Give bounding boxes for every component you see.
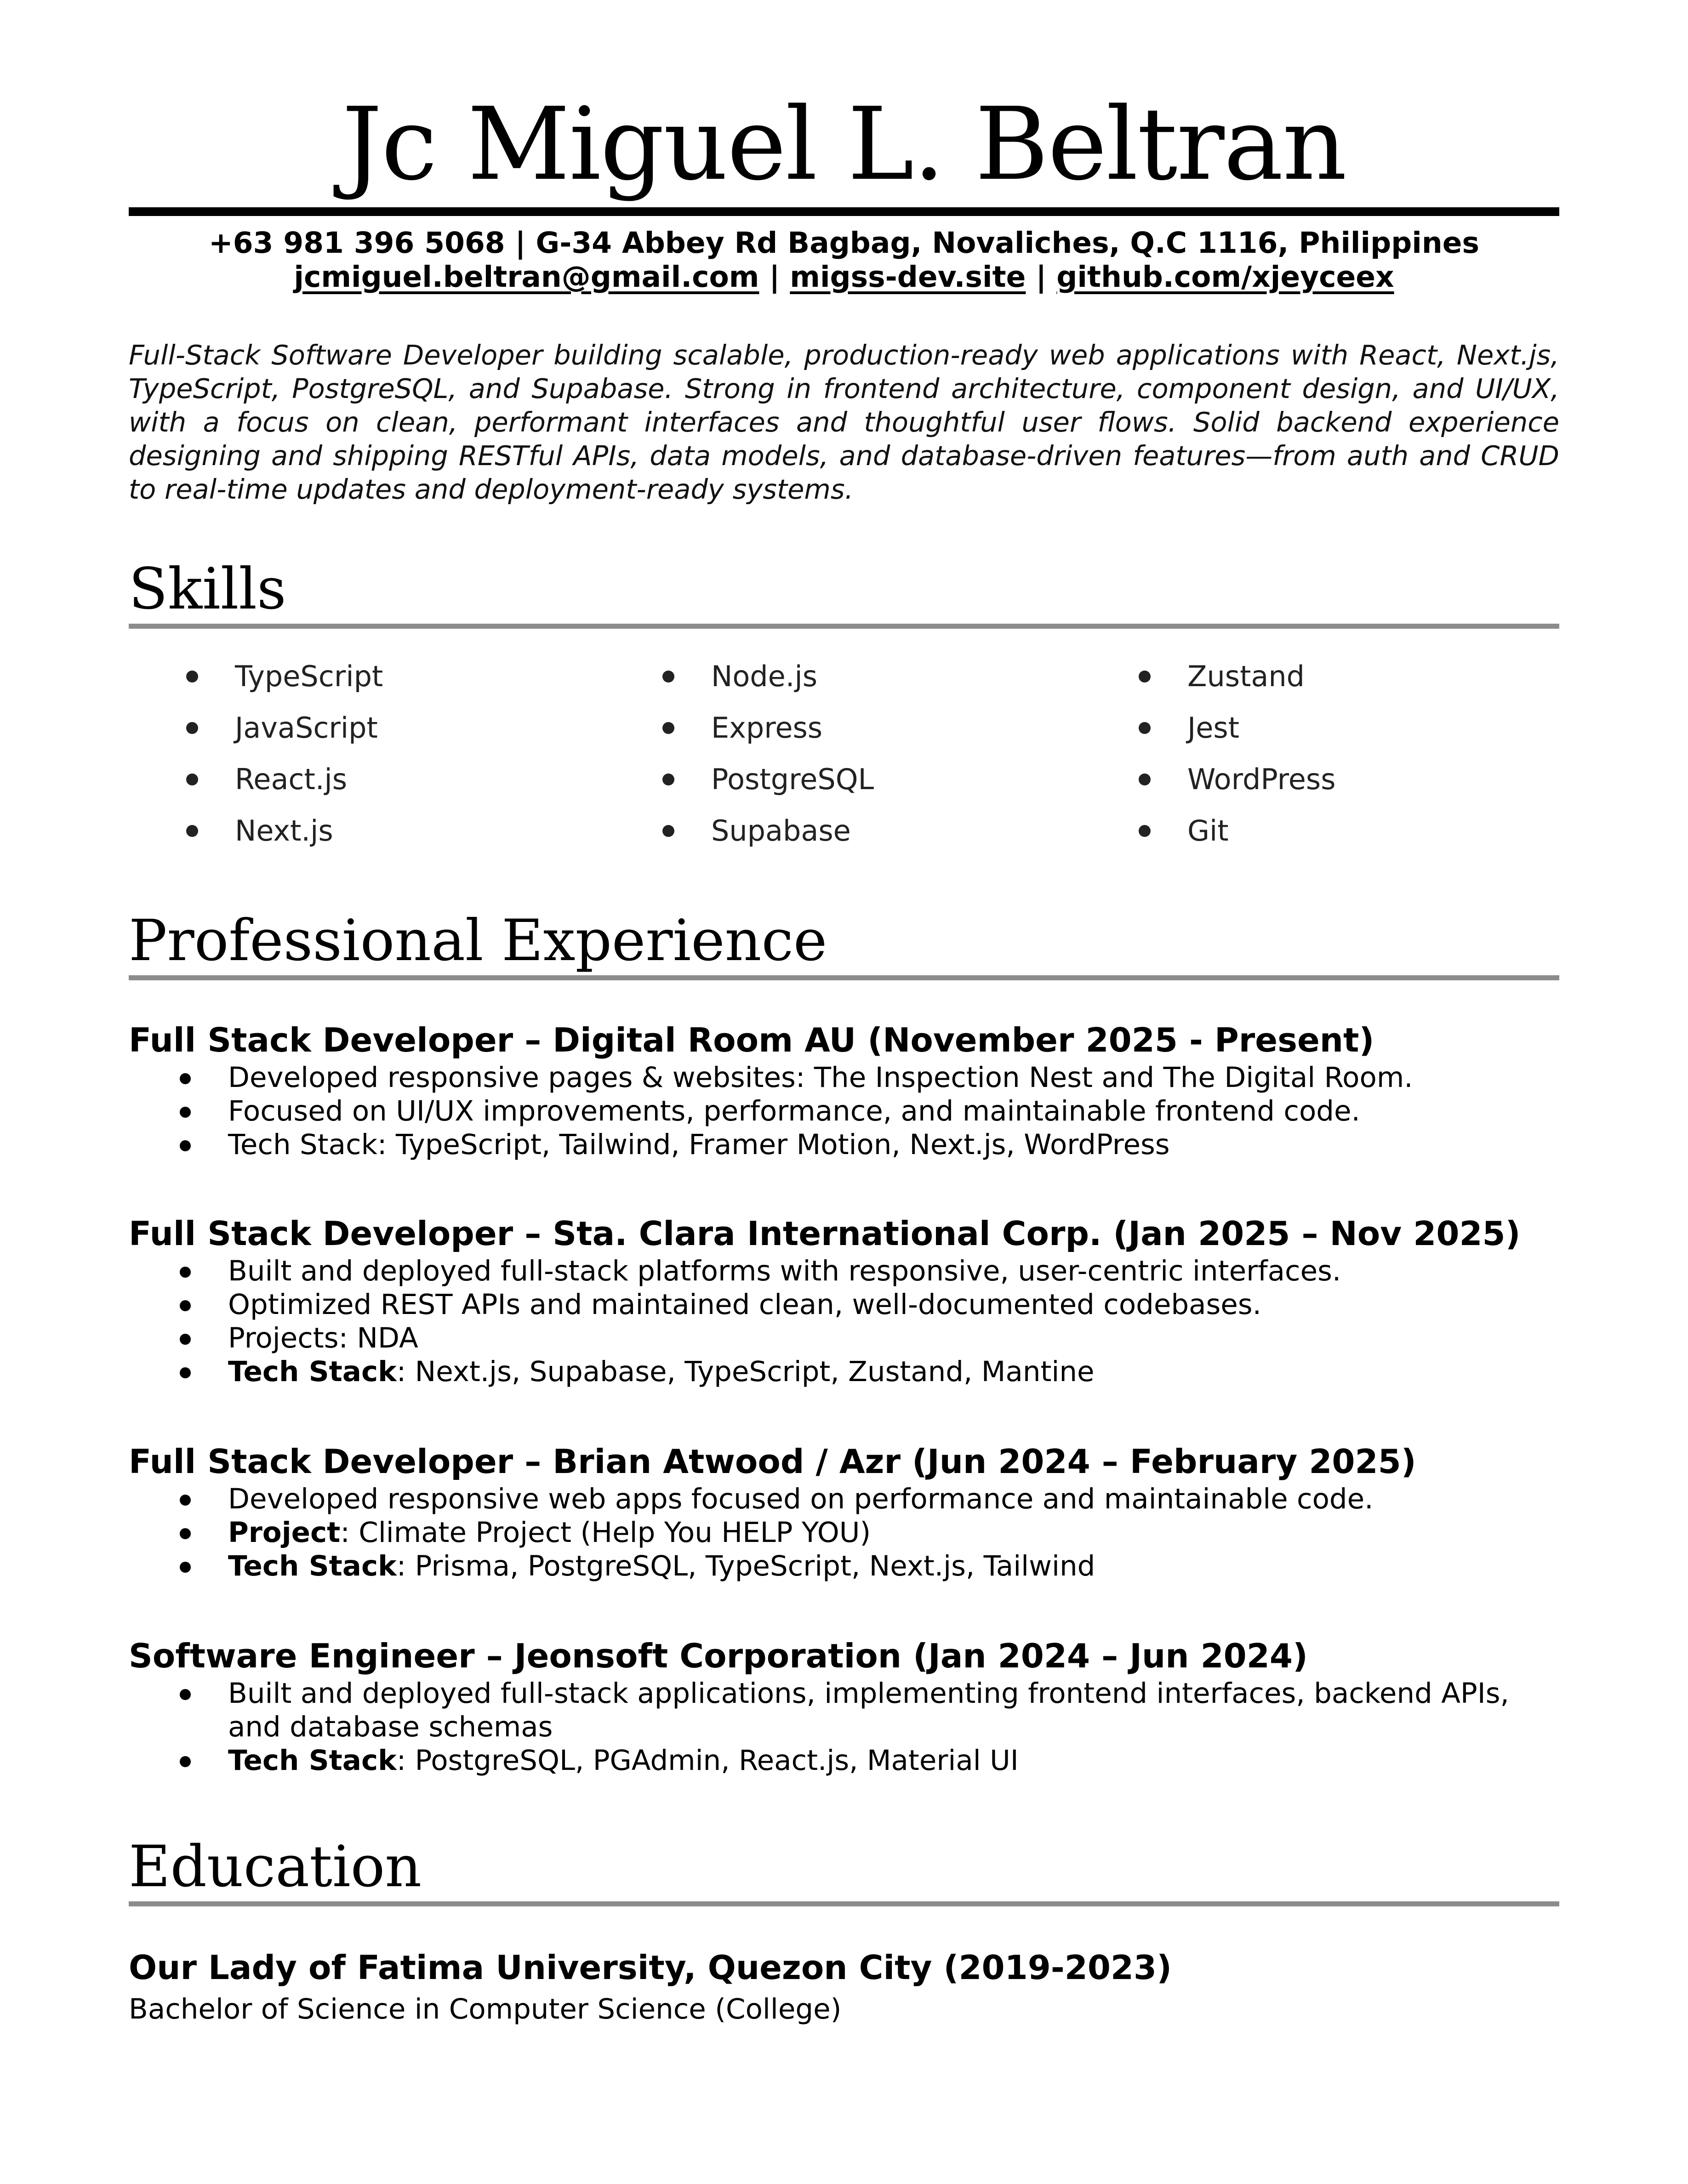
skill-item: Next.js: [186, 805, 662, 857]
bullet-text: Focused on UI/UX improvements, performance, and maintainable frontend code.: [228, 1095, 1360, 1127]
education-heading: Education: [129, 1834, 422, 1900]
bullet-text: : Climate Project (Help You HELP YOU): [340, 1516, 871, 1549]
skill-item: WordPress: [1139, 754, 1615, 805]
bullet-text: : PostgreSQL, PGAdmin, React.js, Material UI: [396, 1744, 1019, 1777]
bullet-label: Tech Stack: [228, 1744, 397, 1777]
bullet-text: : Next.js, Supabase, TypeScript, Zustand, Mantine: [396, 1355, 1095, 1388]
job-title: Full Stack Developer – Digital Room AU (November 2025 - Present): [129, 1021, 1374, 1059]
bullet-text: Projects: NDA: [228, 1322, 418, 1354]
education-school: Our Lady of Fatima University, Quezon City (2019-2023): [129, 1948, 1172, 1987]
bullet-label: Tech Stack: [228, 1355, 397, 1388]
skill-item: Jest: [1139, 702, 1615, 754]
job-title: Full Stack Developer – Sta. Clara International Corp. (Jan 2025 – Nov 2025): [129, 1214, 1521, 1253]
resume-page: [129, 0, 1559, 2184]
skills-grid: [129, 651, 1559, 857]
job-entry: [129, 1635, 1559, 1777]
skill-item: PostgreSQL: [662, 754, 1139, 805]
skill-item: React.js: [186, 754, 662, 805]
contact-phone-address: +63 981 396 5068 | G-34 Abbey Rd Bagbag, Novaliches, Q.C 1116, Philippines: [209, 226, 1479, 260]
job-bullet: [129, 1744, 1559, 1777]
professional-summary: Full-Stack Software Developer building scalable, production-ready web applications with React, Next.js, TypeScript, PostgreSQL, and Supabase. Strong in frontend architecture, component design, and UI/UX, with a focus on clean, performant interfaces and thoughtful user flows. Solid backend experience designing and shipping RESTful APIs, data models, and database-driven features—from auth and CRUD to real-time updates and deployment-ready systems.: [129, 339, 1559, 505]
job-bullets: [129, 1482, 1559, 1583]
bullet-text: Developed responsive pages & websites: The Inspection Nest and The Digital Room.: [228, 1061, 1413, 1094]
skill-item: Git: [1139, 805, 1615, 857]
job-title: Software Engineer – Jeonsoft Corporation (Jan 2024 – Jun 2024): [129, 1637, 1308, 1675]
experience-divider: [129, 975, 1559, 980]
skills-column: [1139, 651, 1615, 857]
job-bullet: [129, 1355, 1559, 1388]
education-divider: [129, 1901, 1559, 1906]
job-bullets: [129, 1677, 1559, 1777]
skills-column: [186, 651, 662, 857]
job-bullet: [129, 1482, 1559, 1516]
link-separator: |: [1026, 260, 1057, 294]
skill-item: Zustand: [1139, 651, 1615, 702]
bullet-text: Built and deployed full-stack applications, implementing frontend interfaces, backend APIs, and database schemas: [228, 1677, 1509, 1743]
skills-divider: [129, 624, 1559, 629]
job-bullet: [129, 1321, 1559, 1355]
skill-item: Express: [662, 702, 1139, 754]
bullet-text: Tech Stack: TypeScript, Tailwind, Framer Motion, Next.js, WordPress: [228, 1128, 1170, 1161]
job-bullet: [129, 1254, 1559, 1288]
skill-item: JavaScript: [186, 702, 662, 754]
job-bullet: [129, 1094, 1559, 1128]
bullet-text: Optimized REST APIs and maintained clean, well-documented codebases.: [228, 1288, 1261, 1321]
link-separator: |: [759, 260, 790, 294]
experience-heading: Professional Experience: [129, 908, 827, 974]
name-divider: [129, 207, 1559, 216]
bullet-text: Developed responsive web apps focused on performance and maintainable code.: [228, 1483, 1374, 1515]
candidate-name: Jc Miguel L. Beltran: [342, 86, 1346, 203]
bullet-text: : Prisma, PostgreSQL, TypeScript, Next.js, Tailwind: [396, 1550, 1095, 1582]
job-title: Full Stack Developer – Brian Atwood / Azr (Jun 2024 – February 2025): [129, 1442, 1416, 1481]
job-entry: [129, 1441, 1559, 1583]
website-link[interactable]: migss-dev.site: [790, 260, 1026, 294]
skills-column: [662, 651, 1139, 857]
education-degree: Bachelor of Science in Computer Science (College): [129, 1993, 842, 2025]
job-bullet: [129, 1549, 1559, 1583]
github-link[interactable]: github.com/xjeyceex: [1056, 260, 1394, 294]
bullet-label: Project: [228, 1516, 341, 1549]
contact-block: [129, 226, 1559, 294]
skill-item: TypeScript: [186, 651, 662, 702]
bullet-label: Tech Stack: [228, 1550, 397, 1582]
contact-links: [129, 260, 1559, 294]
skill-item: Node.js: [662, 651, 1139, 702]
job-bullet: [129, 1288, 1559, 1321]
job-bullet: [129, 1677, 1559, 1744]
job-bullets: [129, 1254, 1559, 1388]
email-link[interactable]: jcmiguel.beltran@gmail.com: [294, 260, 759, 294]
job-bullet: [129, 1516, 1559, 1549]
job-entry: [129, 1213, 1559, 1388]
job-bullet: [129, 1061, 1559, 1094]
skill-item: Supabase: [662, 805, 1139, 857]
bullet-text: Built and deployed full-stack platforms with responsive, user-centric interfaces.: [228, 1255, 1341, 1287]
job-bullet: [129, 1128, 1559, 1161]
job-entry: [129, 1019, 1559, 1161]
skills-heading: Skills: [129, 556, 286, 622]
job-bullets: [129, 1061, 1559, 1161]
